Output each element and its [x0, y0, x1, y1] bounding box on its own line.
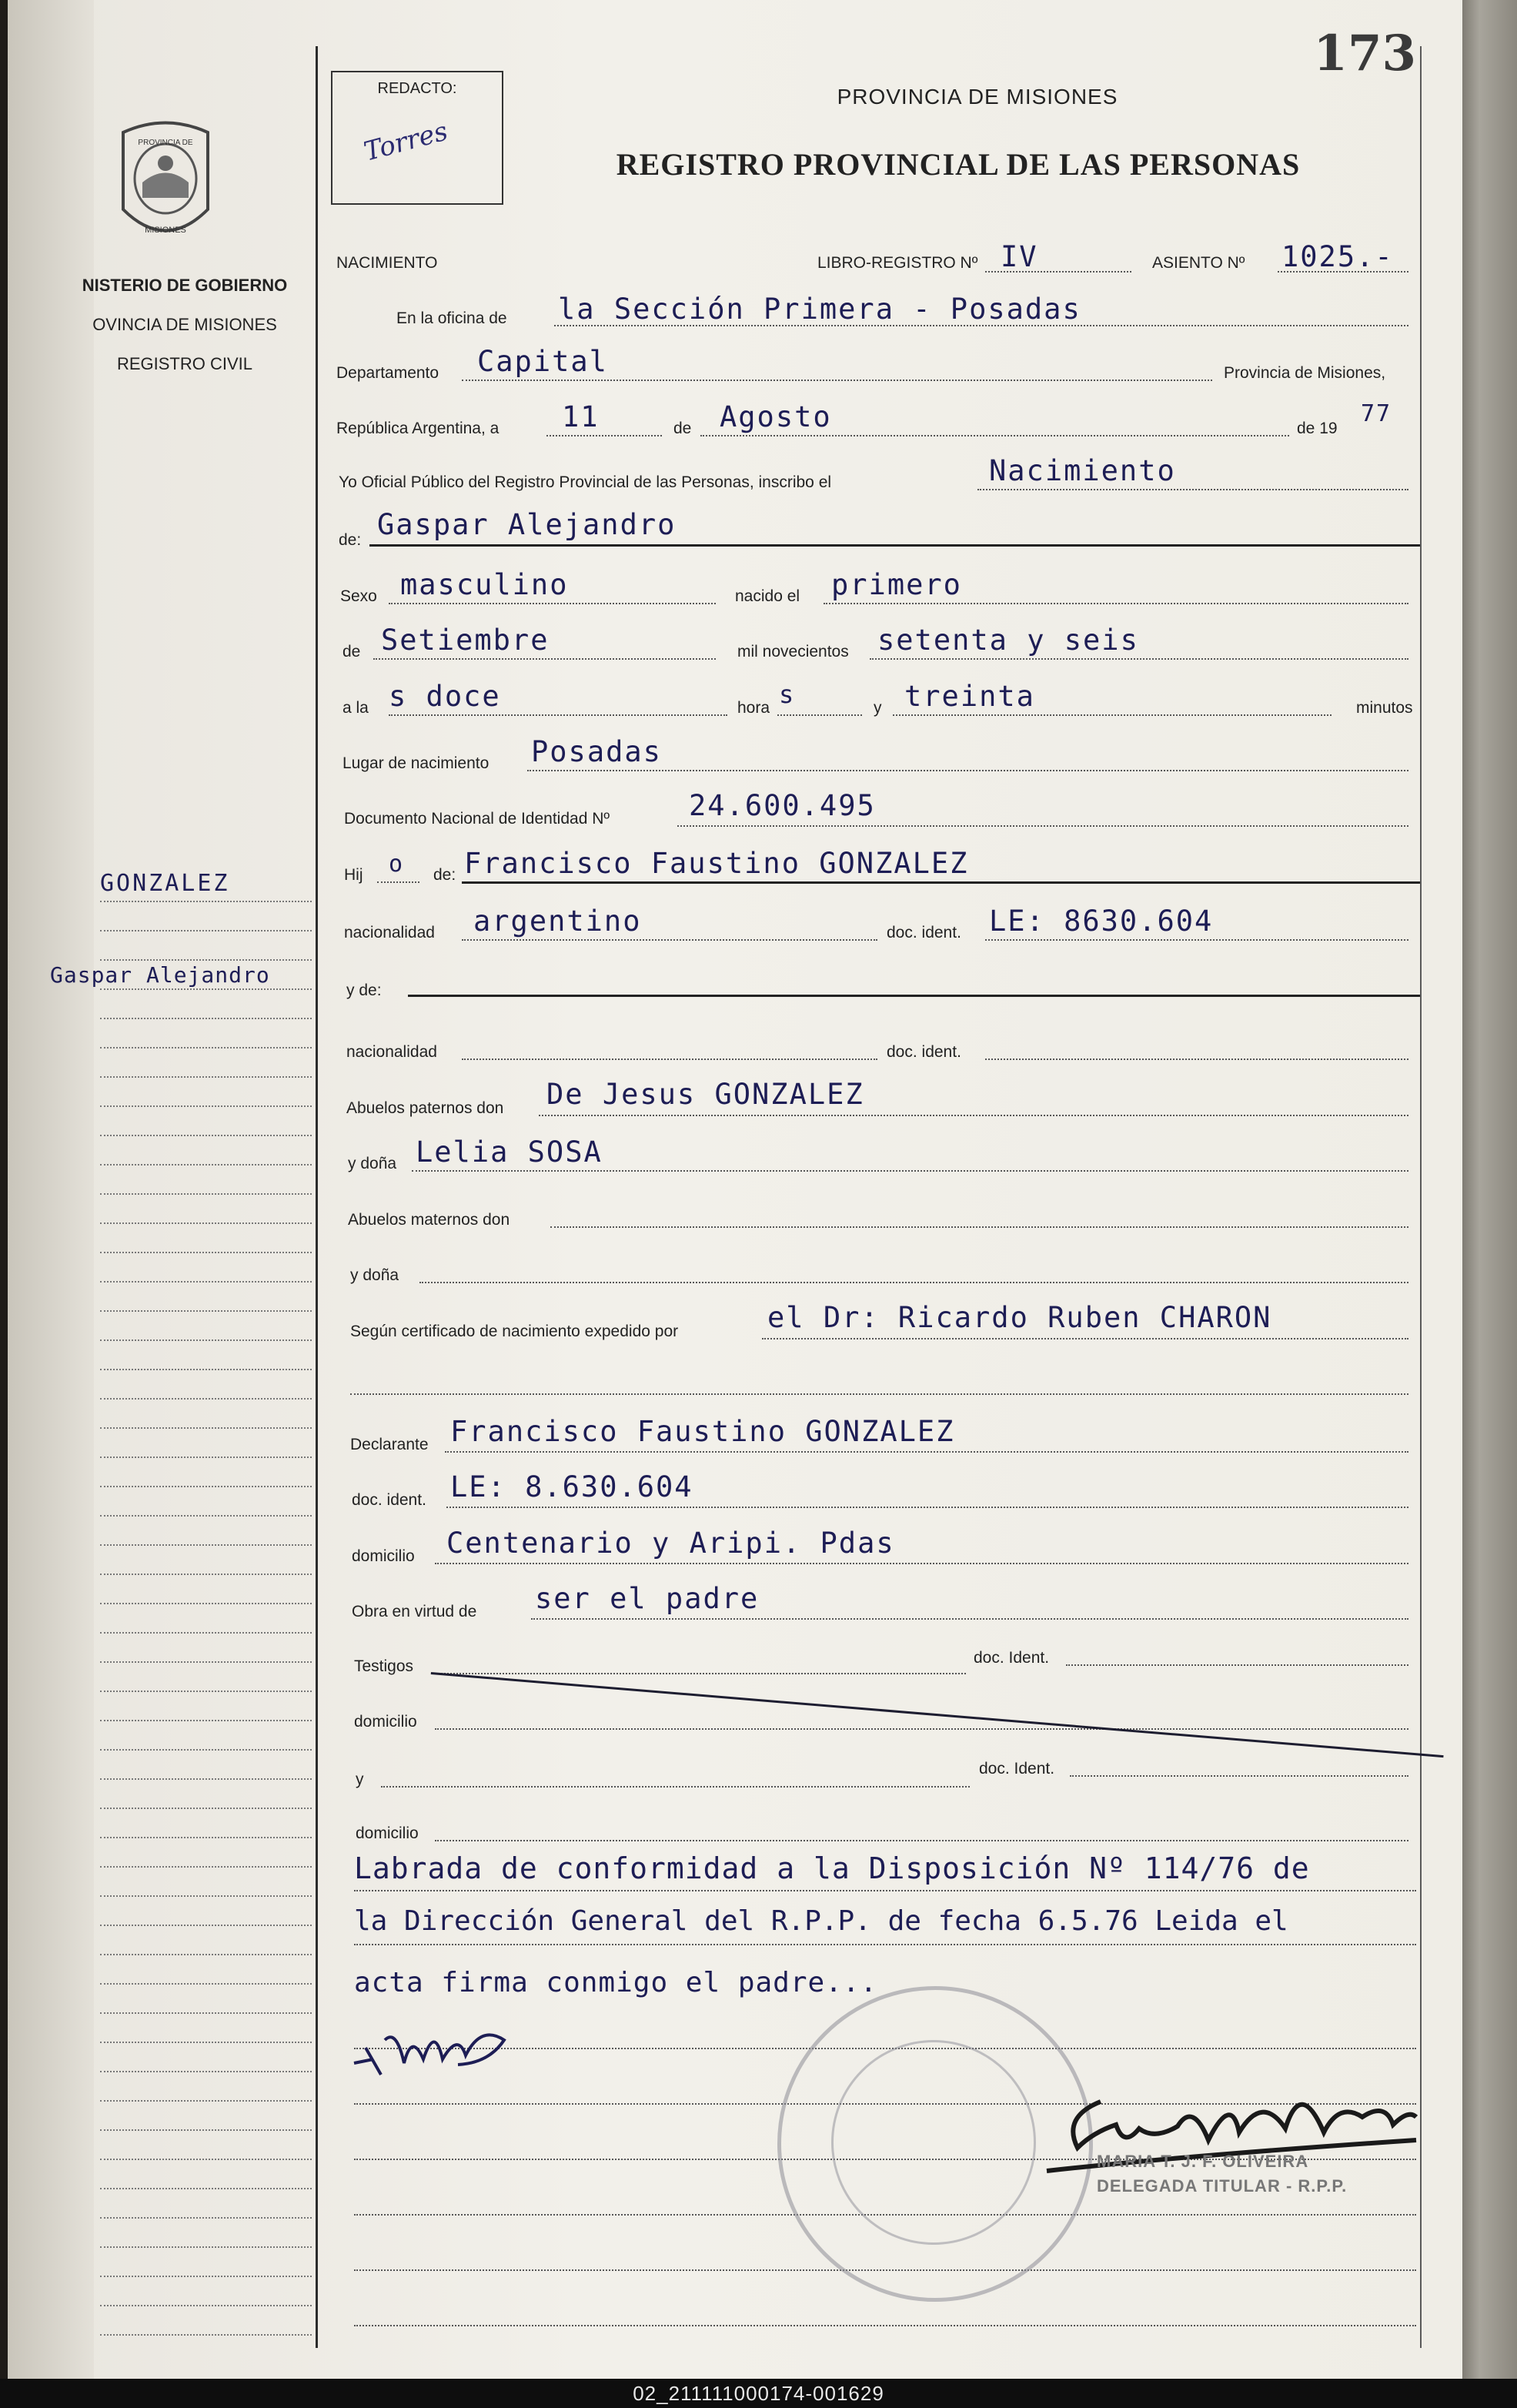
a-la-label: a la [342, 699, 369, 717]
registrar-role: DELEGADA TITULAR - R.P.P. [1097, 2176, 1348, 2196]
nombre-line [369, 544, 1420, 547]
departamento-label: Departamento [336, 364, 439, 382]
de-label: de [673, 420, 692, 437]
margin-rule-line [100, 2012, 312, 2014]
dni-line [677, 825, 1408, 827]
margin-rule-line [100, 1076, 312, 1078]
departamento-line [462, 380, 1212, 381]
testigos-doc-label: doc. Ident. [974, 1649, 1050, 1667]
mes-value: Agosto [720, 400, 832, 433]
hora-suffix: s [779, 680, 796, 709]
margin-rule-line [100, 1983, 312, 1985]
margin-rule-line [100, 1457, 312, 1458]
mes-line [700, 435, 1289, 436]
certificado-label: Según certificado de nacimiento expedido por [350, 1323, 679, 1340]
margin-rule-line [100, 2305, 312, 2306]
declarante-value: Francisco Faustino GONZALEZ [450, 1415, 955, 1448]
padre-value: Francisco Faustino GONZALEZ [464, 847, 969, 880]
testigos-domicilio-2-label: domicilio [356, 1824, 419, 1842]
margin-rule-line [100, 2100, 312, 2102]
minutos-line [893, 714, 1332, 716]
binder-edge [1455, 0, 1517, 2379]
margin-rule-line [100, 1895, 312, 1897]
provincia-label: Provincia de Misiones, [1224, 364, 1386, 382]
abuela-paterna-line [412, 1170, 1408, 1172]
abuela-paterna-value: Lelia SOSA [416, 1135, 603, 1169]
y-de-label: y de: [346, 982, 382, 999]
margin-rule-line [100, 1749, 312, 1751]
dni-value: 24.600.495 [689, 789, 876, 822]
margin-rule-line [100, 2159, 312, 2160]
mil-label: mil novecientos [737, 643, 849, 661]
padre-line [462, 881, 1420, 884]
inscribo-line [977, 489, 1408, 490]
nota-line-1: Labrada de conformidad a la Disposición Nº 114/76 de [354, 1851, 1310, 1885]
margin-rule [316, 46, 318, 2348]
page-number: 173 [1313, 25, 1416, 82]
margin-rule-line [100, 901, 312, 902]
margin-rule-line [100, 1486, 312, 1487]
ministry-line-3: REGISTRO CIVIL [116, 354, 253, 373]
testigos-2-line [381, 1786, 970, 1788]
obra-value: ser el padre [535, 1582, 760, 1615]
margin-given-names: Gaspar Alejandro [50, 962, 270, 988]
nacionalidad-2-label: nacionalidad [346, 1043, 437, 1061]
registrar-name: MARIA T. J. F. OLIVEIRA [1097, 2152, 1309, 2171]
declarant-signature-icon [350, 2017, 550, 2086]
de-anio-label: de 19 [1297, 420, 1338, 437]
registrar-stamp [1097, 2149, 1347, 2199]
margin-rule-line [100, 1018, 312, 1019]
certificado-line [762, 1338, 1408, 1339]
margin-rule-line [100, 1661, 312, 1663]
madre-line [408, 995, 1420, 997]
hijo-de-label: de: [433, 866, 456, 884]
margin-rule-line [100, 2129, 312, 2131]
nacido-label: nacido el [735, 587, 800, 605]
testigos-domicilio-1-label: domicilio [354, 1713, 417, 1731]
emblem-top-text: PROVINCIA DE [138, 139, 193, 147]
departamento-value: Capital [477, 345, 608, 378]
declarante-line [445, 1451, 1408, 1453]
margin-rule-line [100, 2334, 312, 2336]
nota-rule-1 [354, 1890, 1416, 1891]
nacionalidad-2-line [462, 1059, 877, 1060]
republica-label: República Argentina, a [336, 420, 500, 437]
sexo-label: Sexo [340, 587, 377, 605]
margin-rule-line [100, 1691, 312, 1692]
ministry-line-1: NISTERIO DE GOBIERNO [82, 276, 288, 295]
margin-rule-line [100, 1281, 312, 1283]
lugar-value: Posadas [531, 735, 662, 768]
hora-value: s doce [389, 680, 501, 713]
margin-rule-line [100, 1193, 312, 1195]
abuelo-paterno-line [539, 1115, 1408, 1116]
certificado-line-2 [350, 1393, 1408, 1395]
nacionalidad-1-line [462, 939, 877, 941]
margin-rule-line [100, 959, 312, 961]
margin-rule-line [100, 1369, 312, 1370]
redacto-label: REDACTO: [377, 80, 457, 97]
margin-rule-line [100, 1339, 312, 1341]
minutos-value: treinta [904, 680, 1035, 713]
doc-2-line [985, 1059, 1408, 1060]
dia-value: 11 [562, 400, 600, 433]
margin-rule-line [100, 1164, 312, 1166]
nacido-mes-value: Setiembre [381, 624, 550, 657]
obra-label: Obra en virtud de [352, 1603, 477, 1620]
declarante-label: Declarante [350, 1436, 429, 1453]
obra-line [531, 1618, 1408, 1620]
nombre-value: Gaspar Alejandro [377, 508, 677, 541]
sexo-value: masculino [400, 568, 569, 601]
margin-rule-line [100, 1632, 312, 1634]
margin-rule-line [100, 2071, 312, 2072]
margin-rule-line [100, 1574, 312, 1575]
dni-label: Documento Nacional de Identidad Nº [344, 810, 610, 828]
abuelos-maternos-label: Abuelos maternos don [348, 1211, 510, 1229]
ministry-line-2: OVINCIA DE MISIONES [92, 315, 277, 334]
de-mes-label: de [342, 643, 361, 661]
doc-1-line [985, 939, 1408, 941]
blank-rule-line [354, 2325, 1416, 2326]
right-rule [1420, 46, 1422, 2348]
testigos-line [435, 1673, 966, 1674]
testigos-label: Testigos [354, 1657, 414, 1675]
testigos-doc-line [1066, 1664, 1408, 1666]
asiento-value: 1025.- [1281, 240, 1394, 273]
nacido-dia-value: primero [831, 568, 962, 601]
dia-line [546, 435, 662, 436]
coat-of-arms-icon [115, 117, 216, 256]
official-seal-inner [831, 2040, 1036, 2245]
hijo-suffix: o [389, 851, 405, 878]
declarante-doc-label: doc. ident. [352, 1491, 426, 1509]
hijo-label: Hij [344, 866, 363, 884]
minutos-label: minutos [1356, 699, 1413, 717]
testigos-doc-2-label: doc. Ident. [979, 1760, 1055, 1778]
nacionalidad-1-label: nacionalidad [344, 924, 435, 941]
ministry-block [69, 266, 300, 383]
doc-1-label: doc. ident. [887, 924, 961, 941]
nota-line-2: la Dirección General del R.P.P. de fecha 6.5.76 Leida el [354, 1905, 1288, 1937]
margin-rule-line [100, 1954, 312, 1955]
margin-rule-line [100, 2276, 312, 2277]
declarante-doc-line [446, 1507, 1408, 1508]
anio-value: 77 [1361, 400, 1392, 427]
redacto-box [331, 71, 503, 205]
nacido-anio-value: setenta y seis [877, 624, 1139, 657]
margin-rule-line [100, 1866, 312, 1868]
certificado-value: el Dr: Ricardo Ruben CHARON [767, 1301, 1272, 1334]
margin-rule-line [100, 2188, 312, 2189]
margin-rule-line [100, 1252, 312, 1253]
hora-suffix-line [777, 714, 862, 716]
nacido-anio-line [870, 658, 1408, 660]
dona-paterna-label: y doña [348, 1155, 397, 1172]
libro-value: IV [1001, 240, 1038, 273]
hora-label: hora [737, 699, 770, 717]
margin-rule-line [100, 1427, 312, 1429]
margin-rule-line [100, 1310, 312, 1312]
margin-rule-line [100, 2246, 312, 2248]
margin-rule-line [100, 1135, 312, 1136]
doc-2-label: doc. ident. [887, 1043, 961, 1061]
abuelos-paternos-label: Abuelos paternos don [346, 1099, 504, 1117]
domicilio-label: domicilio [352, 1547, 415, 1565]
margin-rule-line [100, 1720, 312, 1721]
dona-materna-label: y doña [350, 1266, 399, 1284]
margin-rule-line [100, 1515, 312, 1517]
y-label: y [874, 699, 882, 717]
asiento-label: ASIENTO Nº [1152, 254, 1245, 272]
province-heading: PROVINCIA DE MISIONES [837, 85, 1118, 109]
testigos-y-label: y [356, 1771, 364, 1788]
margin-rule-line [100, 1925, 312, 1926]
margin-rule-line [100, 1778, 312, 1780]
libro-label: LIBRO-REGISTRO Nº [817, 254, 978, 272]
hijo-suffix-line [377, 881, 419, 883]
declarante-doc-value: LE: 8.630.604 [450, 1470, 693, 1503]
margin-rule-line [100, 1808, 312, 1809]
abuelo-materno-line [550, 1226, 1408, 1228]
record-type: NACIMIENTO [336, 254, 438, 272]
doc-1-value: LE: 8630.604 [989, 905, 1214, 938]
nacionalidad-1-value: argentino [473, 905, 642, 938]
oficial-label: Yo Oficial Público del Registro Provincial de las Personas, inscribo el [339, 473, 832, 491]
oficina-label: En la oficina de [396, 309, 507, 327]
lugar-line [527, 770, 1408, 771]
registry-title: REGISTRO PROVINCIAL DE LAS PERSONAS [616, 147, 1301, 182]
domicilio-value: Centenario y Aripi. Pdas [446, 1527, 895, 1560]
testigos-domicilio-2-line [435, 1840, 1408, 1841]
margin-rule-line [100, 1222, 312, 1224]
margin-rule-line [100, 2042, 312, 2043]
domicilio-line [435, 1563, 1408, 1564]
margin-rule-line [100, 1398, 312, 1400]
inscribo-value: Nacimiento [989, 454, 1176, 487]
margin-rule-line [100, 1047, 312, 1048]
emblem-bottom-text: MISIONES [145, 226, 186, 235]
nacido-line [824, 603, 1408, 604]
testigos-domicilio-1-line [435, 1728, 1408, 1730]
abuela-materna-line [419, 1282, 1408, 1283]
testigos-doc-2-line [1070, 1775, 1408, 1777]
margin-rule-line [100, 1837, 312, 1838]
margin-rule-line [100, 2217, 312, 2219]
nacido-mes-line [373, 658, 716, 660]
nota-line-3: acta firma conmigo el padre... [354, 1967, 878, 1998]
nota-rule-2 [354, 1944, 1416, 1945]
abuelo-paterno-value: De Jesus GONZALEZ [546, 1078, 864, 1111]
margin-rule-line [100, 988, 312, 990]
sexo-line [389, 603, 716, 604]
lugar-label: Lugar de nacimiento [342, 754, 490, 772]
nombre-label: de: [339, 531, 362, 549]
redacto-value: Torres [360, 115, 451, 168]
margin-rule-line [100, 1105, 312, 1107]
oficina-value: la Sección Primera - Posadas [558, 293, 1081, 326]
scan-footer: 02_211111000174-001629 [0, 2379, 1517, 2408]
margin-rule-line [100, 930, 312, 931]
margin-rule-line [100, 1603, 312, 1604]
margin-rule-line [100, 1544, 312, 1546]
hora-line [389, 714, 727, 716]
margin-surname: GONZALEZ [100, 870, 230, 897]
